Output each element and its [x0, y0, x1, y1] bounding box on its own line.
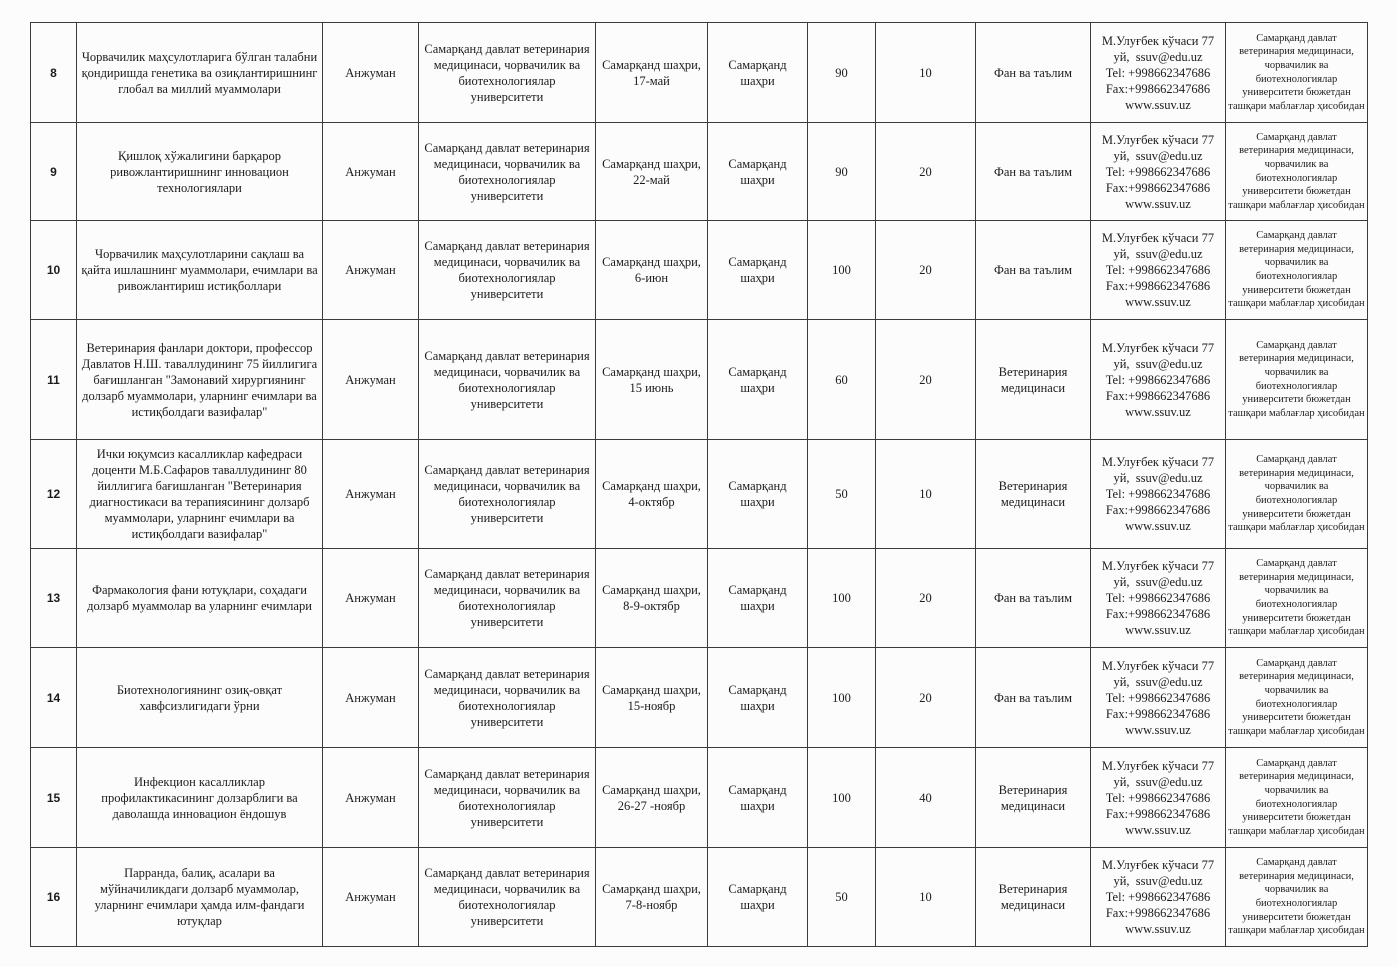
row-number: 15: [31, 748, 77, 848]
email: ssuv@edu.uz: [1135, 774, 1203, 789]
table-row: [31, 440, 1368, 549]
row-number: 10: [31, 221, 77, 320]
row-number: 16: [31, 848, 77, 947]
fax: Fax:+998662347686: [1105, 180, 1211, 195]
organizer: Самарқанд давлат ветеринария медицинаси, чорвачилик ва биотехнологиялар университети: [419, 848, 596, 947]
participants-subset-count: 10: [876, 440, 976, 549]
phone: Tel: +998662347686: [1105, 790, 1211, 805]
events-table-body: [31, 23, 1368, 947]
fax: Fax:+998662347686: [1105, 906, 1211, 920]
row-number: 9: [31, 123, 77, 221]
field-of-activity: Фан ва таълим: [976, 23, 1091, 123]
contact-info: [1091, 648, 1226, 748]
contact-info: [1091, 748, 1226, 848]
funding-source: Самарқанд давлат ветеринария медицинаси, чорвачилик ва биотехнологиялар университети бюжетдан ташқари маблағлар ҳисобидан: [1226, 848, 1368, 947]
field-of-activity: Ветеринария медицинаси: [976, 748, 1091, 848]
funding-source: Самарқанд давлат ветеринария медицинаси, чорвачилик ва биотехнологиялар университети бюжетдан ташқари маблағлар ҳисобидан: [1226, 123, 1368, 221]
city: Самарқанд шаҳри: [708, 123, 808, 221]
fax: Fax:+998662347686: [1105, 81, 1211, 96]
address: М.Улуғбек кўчаси 77 уй,: [1101, 231, 1215, 261]
fax: Fax:+998662347686: [1105, 279, 1211, 293]
funding-source: Самарқанд давлат ветеринария медицинаси, чорвачилик ва биотехнологиялар университети бюжетдан ташқари маблағлар ҳисобидан: [1226, 748, 1368, 848]
participants-subset-count: 20: [876, 320, 976, 440]
place-and-date: Самарқанд шаҳри, 17-май: [596, 23, 708, 123]
address: М.Улуғбек кўчаси 77 уй,: [1101, 559, 1215, 589]
event-title: Ички юқумсиз касалликлар кафедраси доценти М.Б.Сафаров таваллудининг 80 йиллигига бағишланган "Ветеринария диагностикаси ва терапиясининг долзарб муаммолари, уларнинг ечимлари ва истиқболдаги вазифалар": [77, 440, 323, 549]
contact-info: [1091, 549, 1226, 648]
fax: Fax:+998662347686: [1105, 607, 1211, 621]
participants-subset-count: 20: [876, 648, 976, 748]
funding-source: Самарқанд давлат ветеринария медицинаси, чорвачилик ва биотехнологиялар университети бюжетдан ташқари маблағлар ҳисобидан: [1226, 221, 1368, 320]
email: ssuv@edu.uz: [1135, 148, 1203, 163]
place-and-date: Самарқанд шаҳри, 15-ноябр: [596, 648, 708, 748]
funding-source: Самарқанд давлат ветеринария медицинаси, чорвачилик ва биотехнологиялар университети бюжетдан ташқари маблағлар ҳисобидан: [1226, 648, 1368, 748]
event-type: Анжуман: [323, 748, 419, 848]
participants-subset-count: 20: [876, 221, 976, 320]
address: М.Улуғбек кўчаси 77 уй,: [1101, 340, 1215, 371]
row-number: 13: [31, 549, 77, 648]
field-of-activity: Ветеринария медицинаси: [976, 320, 1091, 440]
field-of-activity: Фан ва таълим: [976, 648, 1091, 748]
field-of-activity: Ветеринария медицинаси: [976, 848, 1091, 947]
participants-count: 50: [808, 440, 876, 549]
table-row: [31, 23, 1368, 123]
phone: Tel: +998662347686: [1105, 263, 1211, 277]
field-of-activity: Ветеринария медицинаси: [976, 440, 1091, 549]
contact-info: [1091, 320, 1226, 440]
place-and-date: Самарқанд шаҳри, 6-июн: [596, 221, 708, 320]
event-title: Инфекцион касалликлар профилактикасининг долзарблиги ва даволашда инновацион ёндошув: [77, 748, 323, 848]
website: www.ssuv.uz: [1125, 822, 1191, 837]
field-of-activity: Фан ва таълим: [976, 123, 1091, 221]
event-type: Анжуман: [323, 123, 419, 221]
email: ssuv@edu.uz: [1135, 575, 1203, 589]
row-number: 12: [31, 440, 77, 549]
place-and-date: Самарқанд шаҳри, 22-май: [596, 123, 708, 221]
row-number: 14: [31, 648, 77, 748]
event-title: Қишлоқ хўжалигини барқарор ривожлантиришнинг инновацион технологиялари: [77, 123, 323, 221]
phone: Tel: +998662347686: [1105, 164, 1211, 179]
participants-subset-count: 20: [876, 549, 976, 648]
address: М.Улуғбек кўчаси 77 уй,: [1101, 132, 1215, 163]
participants-subset-count: 20: [876, 123, 976, 221]
participants-subset-count: 10: [876, 848, 976, 947]
contact-info: [1091, 848, 1226, 947]
address-and-email: [1094, 230, 1222, 262]
organizer: Самарқанд давлат ветеринария медицинаси, чорвачилик ва биотехнологиялар университети: [419, 320, 596, 440]
city: Самарқанд шаҳри: [708, 748, 808, 848]
fax: Fax:+998662347686: [1105, 806, 1211, 821]
participants-count: 100: [808, 221, 876, 320]
city: Самарқанд шаҳри: [708, 440, 808, 549]
place-and-date: Самарқанд шаҳри, 26-27 -ноябр: [596, 748, 708, 848]
funding-source: Самарқанд давлат ветеринария медицинаси, чорвачилик ва биотехнологиялар университети бюжетдан ташқари маблағлар ҳисобидан: [1226, 549, 1368, 648]
participants-count: 90: [808, 23, 876, 123]
email: ssuv@edu.uz: [1135, 471, 1203, 485]
website: www.ssuv.uz: [1125, 623, 1191, 637]
place-and-date: Самарқанд шаҳри, 15 июнь: [596, 320, 708, 440]
table-row: [31, 549, 1368, 648]
phone: Tel: +998662347686: [1105, 690, 1211, 705]
phone: Tel: +998662347686: [1105, 65, 1211, 80]
website: www.ssuv.uz: [1125, 404, 1191, 419]
address-and-email: [1094, 658, 1222, 690]
contact-info: [1091, 23, 1226, 123]
event-title: Чорвачилик маҳсулотларини сақлаш ва қайта ишлашнинг муаммолари, ечимлари ва ривожлантириш истиқболлари: [77, 221, 323, 320]
organizer: Самарқанд давлат ветеринария медицинаси, чорвачилик ва биотехнологиялар университети: [419, 648, 596, 748]
address: М.Улуғбек кўчаси 77 уй,: [1101, 758, 1215, 789]
website: www.ssuv.uz: [1125, 97, 1191, 112]
participants-count: 90: [808, 123, 876, 221]
fax: Fax:+998662347686: [1105, 388, 1211, 403]
table-row: [31, 320, 1368, 440]
organizer: Самарқанд давлат ветеринария медицинаси, чорвачилик ва биотехнологиялар университети: [419, 123, 596, 221]
event-type: Анжуман: [323, 440, 419, 549]
events-table: [30, 22, 1368, 947]
address-and-email: [1094, 340, 1222, 372]
participants-count: 100: [808, 648, 876, 748]
email: ssuv@edu.uz: [1135, 49, 1203, 64]
event-type: Анжуман: [323, 848, 419, 947]
fax: Fax:+998662347686: [1105, 706, 1211, 721]
row-number: 8: [31, 23, 77, 123]
participants-count: 100: [808, 549, 876, 648]
funding-source: Самарқанд давлат ветеринария медицинаси, чорвачилик ва биотехнологиялар университети бюжетдан ташқари маблағлар ҳисобидан: [1226, 23, 1368, 123]
event-type: Анжуман: [323, 221, 419, 320]
event-type: Анжуман: [323, 23, 419, 123]
organizer: Самарқанд давлат ветеринария медицинаси, чорвачилик ва биотехнологиялар университети: [419, 549, 596, 648]
organizer: Самарқанд давлат ветеринария медицинаси, чорвачилик ва биотехнологиялар университети: [419, 23, 596, 123]
city: Самарқанд шаҳри: [708, 648, 808, 748]
address: М.Улуғбек кўчаси 77 уй,: [1101, 658, 1215, 689]
contact-info: [1091, 440, 1226, 549]
event-type: Анжуман: [323, 648, 419, 748]
table-row: [31, 221, 1368, 320]
city: Самарқанд шаҳри: [708, 549, 808, 648]
participants-count: 100: [808, 748, 876, 848]
funding-source: Самарқанд давлат ветеринария медицинаси, чорвачилик ва биотехнологиялар университети бюжетдан ташқари маблағлар ҳисобидан: [1226, 440, 1368, 549]
table-row: [31, 748, 1368, 848]
place-and-date: Самарқанд шаҳри, 4-октябр: [596, 440, 708, 549]
organizer: Самарқанд давлат ветеринария медицинаси, чорвачилик ва биотехнологиялар университети: [419, 221, 596, 320]
city: Самарқанд шаҳри: [708, 23, 808, 123]
address: М.Улуғбек кўчаси 77 уй,: [1101, 33, 1215, 64]
phone: Tel: +998662347686: [1105, 487, 1211, 501]
email: ssuv@edu.uz: [1135, 356, 1203, 371]
place-and-date: Самарқанд шаҳри, 8-9-октябр: [596, 549, 708, 648]
address-and-email: [1094, 454, 1222, 486]
email: ssuv@edu.uz: [1135, 674, 1203, 689]
city: Самарқанд шаҳри: [708, 848, 808, 947]
contact-info: [1091, 221, 1226, 320]
address-and-email: [1094, 33, 1222, 65]
organizer: Самарқанд давлат ветеринария медицинаси, чорвачилик ва биотехнологиялар университети: [419, 748, 596, 848]
event-title: Парранда, балиқ, асалари ва мўйначиликдаги долзарб муаммолар, уларнинг ечимлари ҳамда илм-фандаги ютуқлар: [77, 848, 323, 947]
address: М.Улуғбек кўчаси 77 уй,: [1101, 858, 1215, 888]
event-type: Анжуман: [323, 320, 419, 440]
participants-count: 60: [808, 320, 876, 440]
funding-source: Самарқанд давлат ветеринария медицинаси, чорвачилик ва биотехнологиялар университети бюжетдан ташқари маблағлар ҳисобидан: [1226, 320, 1368, 440]
event-title: Ветеринария фанлари доктори, профессор Давлатов Н.Ш. таваллудининг 75 йиллигига бағишланган "Замонавий хирургиянинг долзарб муаммолари, уларнинг ечимлари ва истиқболдаги вазифалар": [77, 320, 323, 440]
table-row: [31, 648, 1368, 748]
address-and-email: [1094, 857, 1222, 889]
website: www.ssuv.uz: [1125, 519, 1191, 533]
event-title: Биотехнологиянинг озиқ-овқат хавфсизлигидаги ўрни: [77, 648, 323, 748]
website: www.ssuv.uz: [1125, 722, 1191, 737]
address-and-email: [1094, 132, 1222, 164]
organizer: Самарқанд давлат ветеринария медицинаси, чорвачилик ва биотехнологиялар университети: [419, 440, 596, 549]
event-type: Анжуман: [323, 549, 419, 648]
place-and-date: Самарқанд шаҳри, 7-8-ноябр: [596, 848, 708, 947]
contact-info: [1091, 123, 1226, 221]
city: Самарқанд шаҳри: [708, 320, 808, 440]
event-title: Фармакология фани ютуқлари, соҳадаги долзарб муаммолар ва уларнинг ечимлари: [77, 549, 323, 648]
fax: Fax:+998662347686: [1105, 503, 1211, 517]
phone: Tel: +998662347686: [1105, 372, 1211, 387]
website: www.ssuv.uz: [1125, 196, 1191, 211]
field-of-activity: Фан ва таълим: [976, 221, 1091, 320]
city: Самарқанд шаҳри: [708, 221, 808, 320]
website: www.ssuv.uz: [1125, 295, 1191, 309]
address-and-email: [1094, 758, 1222, 790]
participants-subset-count: 10: [876, 23, 976, 123]
phone: Tel: +998662347686: [1105, 591, 1211, 605]
table-row: [31, 848, 1368, 947]
participants-subset-count: 40: [876, 748, 976, 848]
event-title: Чорвачилик маҳсулотларига бўлган талабни қондиришда генетика ва озиқлантиришнинг глобал ва миллий муаммолари: [77, 23, 323, 123]
phone: Tel: +998662347686: [1105, 890, 1211, 904]
address-and-email: [1094, 558, 1222, 590]
website: www.ssuv.uz: [1125, 922, 1191, 936]
row-number: 11: [31, 320, 77, 440]
participants-count: 50: [808, 848, 876, 947]
email: ssuv@edu.uz: [1135, 874, 1203, 888]
table-row: [31, 123, 1368, 221]
address: М.Улуғбек кўчаси 77 уй,: [1101, 455, 1215, 485]
field-of-activity: Фан ва таълим: [976, 549, 1091, 648]
email: ssuv@edu.uz: [1135, 247, 1203, 261]
